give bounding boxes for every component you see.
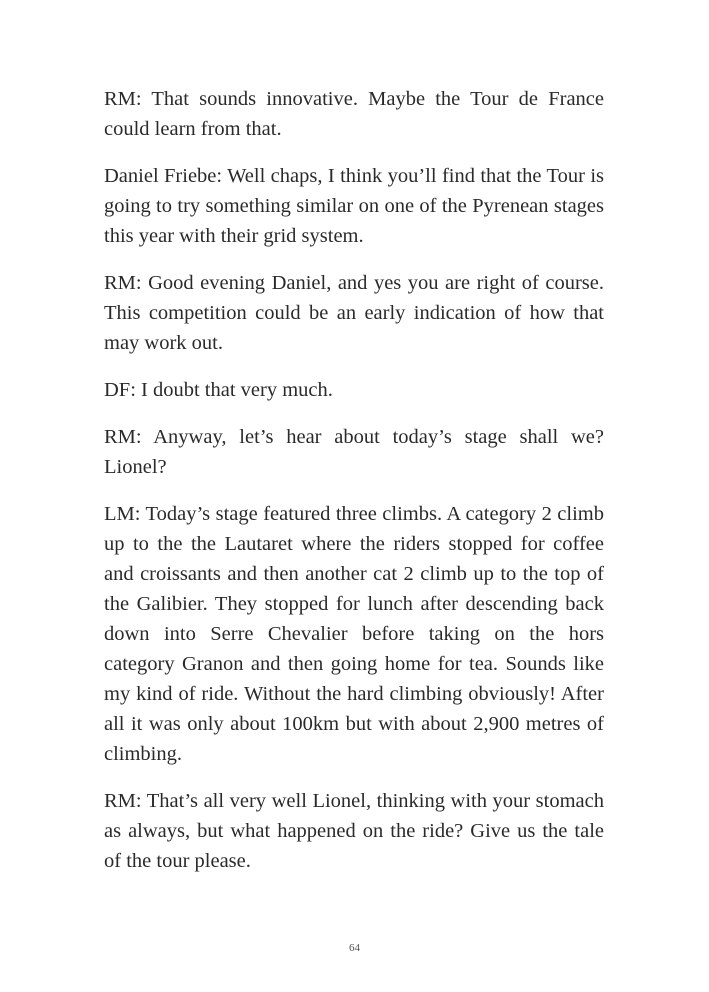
paragraph-daniel-friebe: Daniel Friebe: Well chaps, I think you’ll find that the Tour is going to try something similar on one of the Pyrenean stages this year with their grid system. <box>104 165 604 247</box>
paragraph-rm-tale: RM: That’s all very well Lionel, thinking with your stomach as always, but what happened on the ride? Give us the tale of the tour please. <box>104 790 604 872</box>
body-text <box>104 84 604 893</box>
page-number: 64 <box>349 942 360 954</box>
paragraph-rm-anyway: RM: Anyway, let’s hear about today’s stage shall we? Lionel? <box>104 426 604 478</box>
paragraph-rm-good-evening: RM: Good evening Daniel, and yes you are right of course. This competition could be an early indication of how that may work out. <box>104 272 604 354</box>
paragraph-lm-stage: LM: Today’s stage featured three climbs. A category 2 climb up to the the Lautaret where the riders stopped for coffee and croissants and then another cat 2 climb up to the top of the Galibier. They stopped for lunch after descending back down into Serre Chevalier before taking on the hors category Granon and then going home for tea. Sounds like my kind of ride. Without the hard climbing obviously! After all it was only about 100km but with about 2,900 metres of climbing. <box>104 503 604 765</box>
paragraph-df-doubt: DF: I doubt that very much. <box>104 379 333 401</box>
paragraph-rm-innovative: RM: That sounds innovative. Maybe the Tour de France could learn from that. <box>104 88 604 140</box>
